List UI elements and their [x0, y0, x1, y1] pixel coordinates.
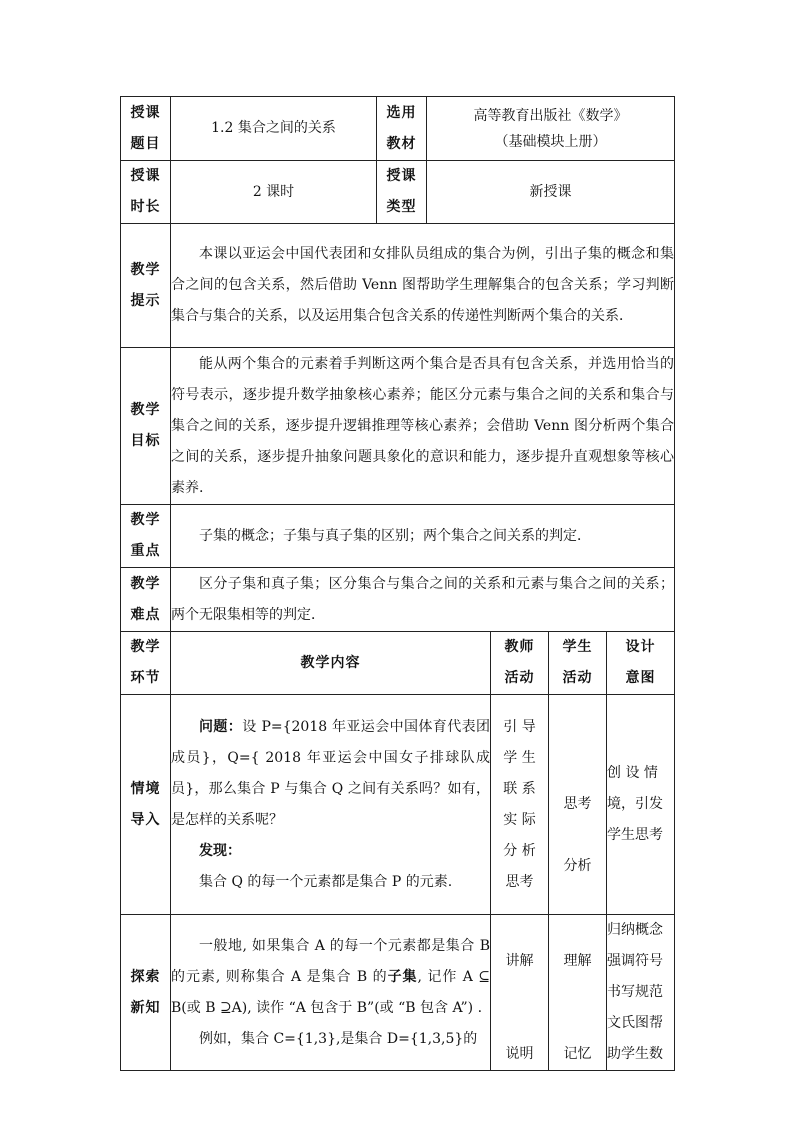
design-line: 学生思考 [607, 827, 663, 843]
col-student-header: 学生 活动 [549, 632, 607, 695]
teacher-line: 分 析 [503, 842, 536, 859]
design-line: 创 设 情 [607, 765, 658, 781]
row-column-headers [121, 632, 675, 695]
row-topic [121, 97, 675, 161]
design-line: 文氏图帮 [607, 1015, 663, 1031]
definition-text-before: 一般地, 如果集合 A 的每一个元素都是集合 B 的元素, 则称集合 A 是集合 B 的 [171, 937, 490, 985]
teacher-line [491, 1008, 548, 1039]
duration-value: 2 课时 [171, 161, 377, 224]
topic-label: 授课 题目 [121, 97, 171, 161]
design-line: 境，引发 [607, 796, 663, 812]
question-text: 设 P={2018 年亚运会中国体育代表团成员}，Q={ 2018 年亚运会中国女子排球队成员}，那么集合 P 与集合 Q 之间有关系吗？如有，是怎样的关系呢？ [171, 718, 490, 828]
student-line: 记忆 [563, 1046, 592, 1062]
difficulty-label: 教学 难点 [121, 568, 171, 632]
student-line: 理解 [563, 953, 592, 969]
teacher-line: 学 生 [503, 749, 536, 766]
teacher-line: 引 导 [503, 718, 536, 735]
finding-paragraph [171, 836, 490, 867]
col-stage-header: 教学 环节 [121, 632, 171, 695]
student-line [549, 820, 606, 851]
tips-label: 教学 提示 [121, 224, 171, 348]
textbook-value-line1: 高等教育出版社《数学》 [473, 107, 628, 124]
focus-text: 子集的概念；子集与真子集的区别；两个集合之间关系的判定． [199, 527, 591, 544]
lesson-plan-table [120, 96, 675, 1071]
type-value: 新授课 [427, 161, 675, 224]
topic-value: 1.2 集合之间的关系 [171, 97, 377, 161]
row-goals [121, 348, 675, 505]
difficulty-cell [171, 568, 675, 632]
col-content-header: 教学内容 [171, 632, 491, 695]
student-line [549, 727, 606, 758]
textbook-value-line2: （基础模块上册） [494, 133, 607, 150]
student-line [549, 915, 606, 946]
teacher-activity-situation [491, 695, 549, 915]
teacher-line [491, 977, 548, 1008]
teacher-line: 讲解 [505, 953, 534, 969]
teacher-line: 联 系 [503, 780, 536, 797]
tips-cell [171, 224, 675, 348]
definition-paragraph [171, 931, 490, 1024]
design-intent-explore [607, 915, 675, 1071]
finding-label: 发现： [199, 842, 241, 859]
content-explore [171, 915, 491, 1071]
finding-text: 集合 Q 的每一个元素都是集合 P 的元素. [199, 873, 453, 890]
question-paragraph [171, 712, 490, 836]
goals-cell [171, 348, 675, 505]
type-label: 授课 类型 [377, 161, 427, 224]
col-design-header: 设计 意图 [607, 632, 675, 695]
focus-label: 教学 重点 [121, 505, 171, 568]
definition-text-after: , 记作 A ⊆ B(或 B ⊇A), 读作 “A 包含于 B”(或 “B 包含 A”) . [171, 968, 490, 1016]
student-activity-situation [549, 695, 607, 915]
teacher-line [491, 915, 548, 946]
difficulty-text: 区分子集和真子集；区分集合与集合之间的关系和元素与集合之间的关系；两个无限集相等的判定． [171, 575, 674, 623]
row-explore-new [121, 915, 675, 1071]
col-teacher-header: 教师 活动 [491, 632, 549, 695]
goals-label: 教学 目标 [121, 348, 171, 505]
stage-situation: 情境 导入 [121, 695, 171, 915]
duration-label: 授课 时长 [121, 161, 171, 224]
stage-explore: 探索 新知 [121, 915, 171, 1071]
row-situation-intro [121, 695, 675, 915]
row-tips [121, 224, 675, 348]
design-intent-situation [607, 695, 675, 915]
student-line: 分析 [563, 858, 592, 874]
design-line: 归纳概念 [607, 922, 663, 938]
focus-cell [171, 505, 675, 568]
tips-text: 本课以亚运会中国代表团和女排队员组成的集合为例，引出子集的概念和集合之间的包含关系，然后借助 Venn 图帮助学生理解集合的包含关系；学习判断集合与集合的关系，以及运用集合包含关系的传递性判断两个集合的关系． [171, 246, 674, 324]
teacher-line: 说明 [505, 1046, 534, 1062]
student-line [549, 977, 606, 1008]
design-line: 书写规范 [607, 984, 663, 1000]
definition-term: 子集 [387, 968, 418, 985]
example-text: 例如，集合 C={1,3},是集合 D={1,3,5}的 [199, 1030, 478, 1047]
row-duration [121, 161, 675, 224]
question-label: 问题： [199, 718, 243, 735]
student-activity-explore [549, 915, 607, 1071]
textbook-label: 选用 教材 [377, 97, 427, 161]
student-line: 思考 [563, 796, 592, 812]
row-focus [121, 505, 675, 568]
goals-text: 能从两个集合的元素着手判断这两个集合是否具有包含关系，并选用恰当的符号表示，逐步提升数学抽象核心素养；能区分元素与集合之间的关系和集合与集合之间的关系，逐步提升逻辑推理等核心素养；会借助 Venn 图分析两个集合之间的关系，逐步提升抽象问题具象化的意识和能力，逐步提升直观想象等核心素养. [171, 355, 674, 496]
design-line: 强调符号 [607, 953, 663, 969]
student-line [549, 1008, 606, 1039]
student-line [549, 758, 606, 789]
teacher-activity-explore [491, 915, 549, 1071]
design-line: 助学生数 [607, 1046, 663, 1062]
row-difficulty [121, 568, 675, 632]
teacher-line: 实 际 [503, 811, 536, 828]
teacher-line: 思考 [505, 873, 534, 890]
textbook-value [427, 97, 675, 161]
content-situation [171, 695, 491, 915]
